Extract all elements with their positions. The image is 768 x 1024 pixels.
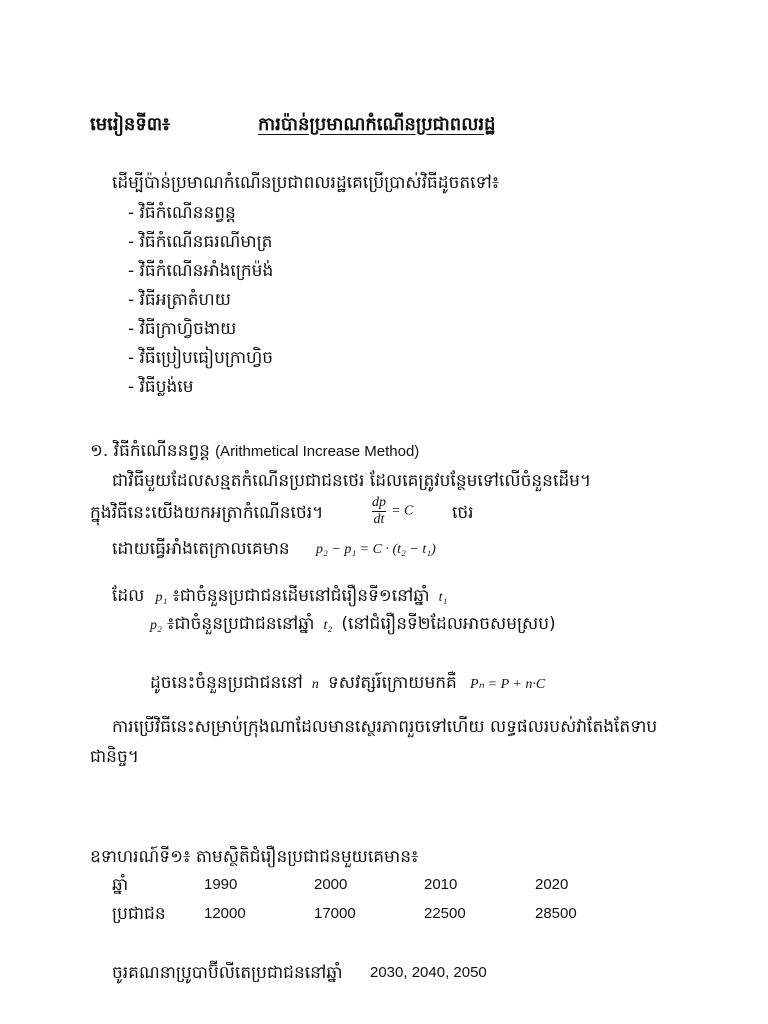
conclusion-line <box>150 672 457 697</box>
method-item: - វិធីប្រៀបធៀបក្រាហ្វិច <box>128 348 274 368</box>
year-cell: 2010 <box>424 876 458 893</box>
method-item: - វិធីក្រាហ្វិចងាយ <box>128 319 237 339</box>
conclusion-post: ទសវត្សរ៍ក្រោយមកគឺ <box>328 673 457 693</box>
p2-description: ៖ជាចំនួនប្រជាជននៅឆ្នាំ <box>166 614 315 634</box>
section1-heading <box>90 440 419 465</box>
question-years: 2030, 2040, 2050 <box>370 964 487 981</box>
population-cell: 17000 <box>314 905 356 922</box>
lesson-title: ការប៉ាន់ប្រមាណកំណើនប្រជាពលរដ្ឋ <box>258 114 496 135</box>
derivative-formula <box>372 495 413 528</box>
method-item: - វិធីប្លង់មេ <box>128 377 194 397</box>
p1-description: ៖ជាចំនួនប្រជាជនដើមនៅជំរឿនទី១នៅឆ្នាំ <box>172 586 430 606</box>
section1-line2: ក្នុងវិធីនេះយើងយកអត្រាកំណើនថេរ។ <box>90 503 324 523</box>
constant-word: ថេរ <box>452 503 474 523</box>
section1-line1: ជាវិធីមួយដែលសន្មតកំណើនប្រជាជនថេរ ដែលគេត្រូវបន្ថែមទៅលើចំនួនដើម។ <box>112 471 592 491</box>
conclusion-pre: ដូចនេះចំនួនប្រជាជននៅ <box>150 673 303 693</box>
method-item: - វិធីកំណើនធរណីមាត្រ <box>128 232 273 252</box>
section1-english: (Arithmetical Increase Method) <box>215 443 420 460</box>
lesson-label: មេរៀនទី៣៖ <box>90 114 171 135</box>
example-heading: ឧទាហរណ៍ទី១៖ តាមស្ថិតិជំរឿនប្រជាជនមួយគេមាន៖ <box>90 847 419 867</box>
method-item: - វិធីអត្រាតំហយ <box>128 290 231 310</box>
p2-tail: (នៅជំរឿនទី២ដែលអាចសមស្រប) <box>341 614 556 634</box>
method-item: - វិធីកំណើននព្វន្ត <box>128 203 236 223</box>
population-cell: 28500 <box>535 905 577 922</box>
definition-p1 <box>112 585 447 610</box>
section1-line3: ដោយធ្វើអាំងតេក្រាលគេមាន <box>112 539 290 559</box>
population-label: ប្រជាជន <box>112 904 166 924</box>
integral-formula: p₂ − p₁ = C · (t₂ − t₁) <box>316 542 436 557</box>
year-cell: 2000 <box>314 876 348 893</box>
population-cell: 12000 <box>204 905 246 922</box>
p2-symbol: p₂ <box>150 618 162 633</box>
usage-line1: ការប្រើវិធីនេះសម្រាប់ក្រុងណាដែលមានស្ថេរភាពរួចទៅហើយ លទ្ធផលរបស់វាតែងតែទាប <box>112 717 658 737</box>
t1-symbol: t₁ <box>438 590 448 605</box>
population-cell: 22500 <box>424 905 466 922</box>
year-cell: 2020 <box>535 876 569 893</box>
year-cell: 1990 <box>204 876 238 893</box>
derivative-fraction <box>372 495 386 528</box>
section1-number-title: ១. វិធីកំណើននព្វន្ត <box>90 441 210 461</box>
intro-text: ដើម្បីប៉ាន់ប្រមាណកំណើនប្រជាពលរដ្ឋគេប្រើប្រាស់វិធីដូចតទៅ៖ <box>112 173 500 193</box>
p1-symbol: p₁ <box>155 590 168 605</box>
derivative-numerator: dp <box>372 495 386 510</box>
derivative-rhs: = C <box>391 503 414 519</box>
derivative-denominator: dt <box>373 512 385 527</box>
t2-symbol: t₂ <box>323 618 333 633</box>
definition-p2 <box>150 613 556 638</box>
method-item: - វិធីកំណើនអាំងក្រេម៉ង់ <box>128 261 274 281</box>
final-formula: Pₙ = P + n·C <box>470 677 546 692</box>
usage-line2: ជានិច្ច។ <box>90 747 139 767</box>
n-symbol: n <box>311 677 319 692</box>
where-label: ដែល <box>112 586 145 606</box>
question-text: ចូរគណនាប្រូបាប៊ីលីតេប្រជាជននៅឆ្នាំ <box>112 963 343 983</box>
year-label: ឆ្នាំ <box>112 875 129 895</box>
